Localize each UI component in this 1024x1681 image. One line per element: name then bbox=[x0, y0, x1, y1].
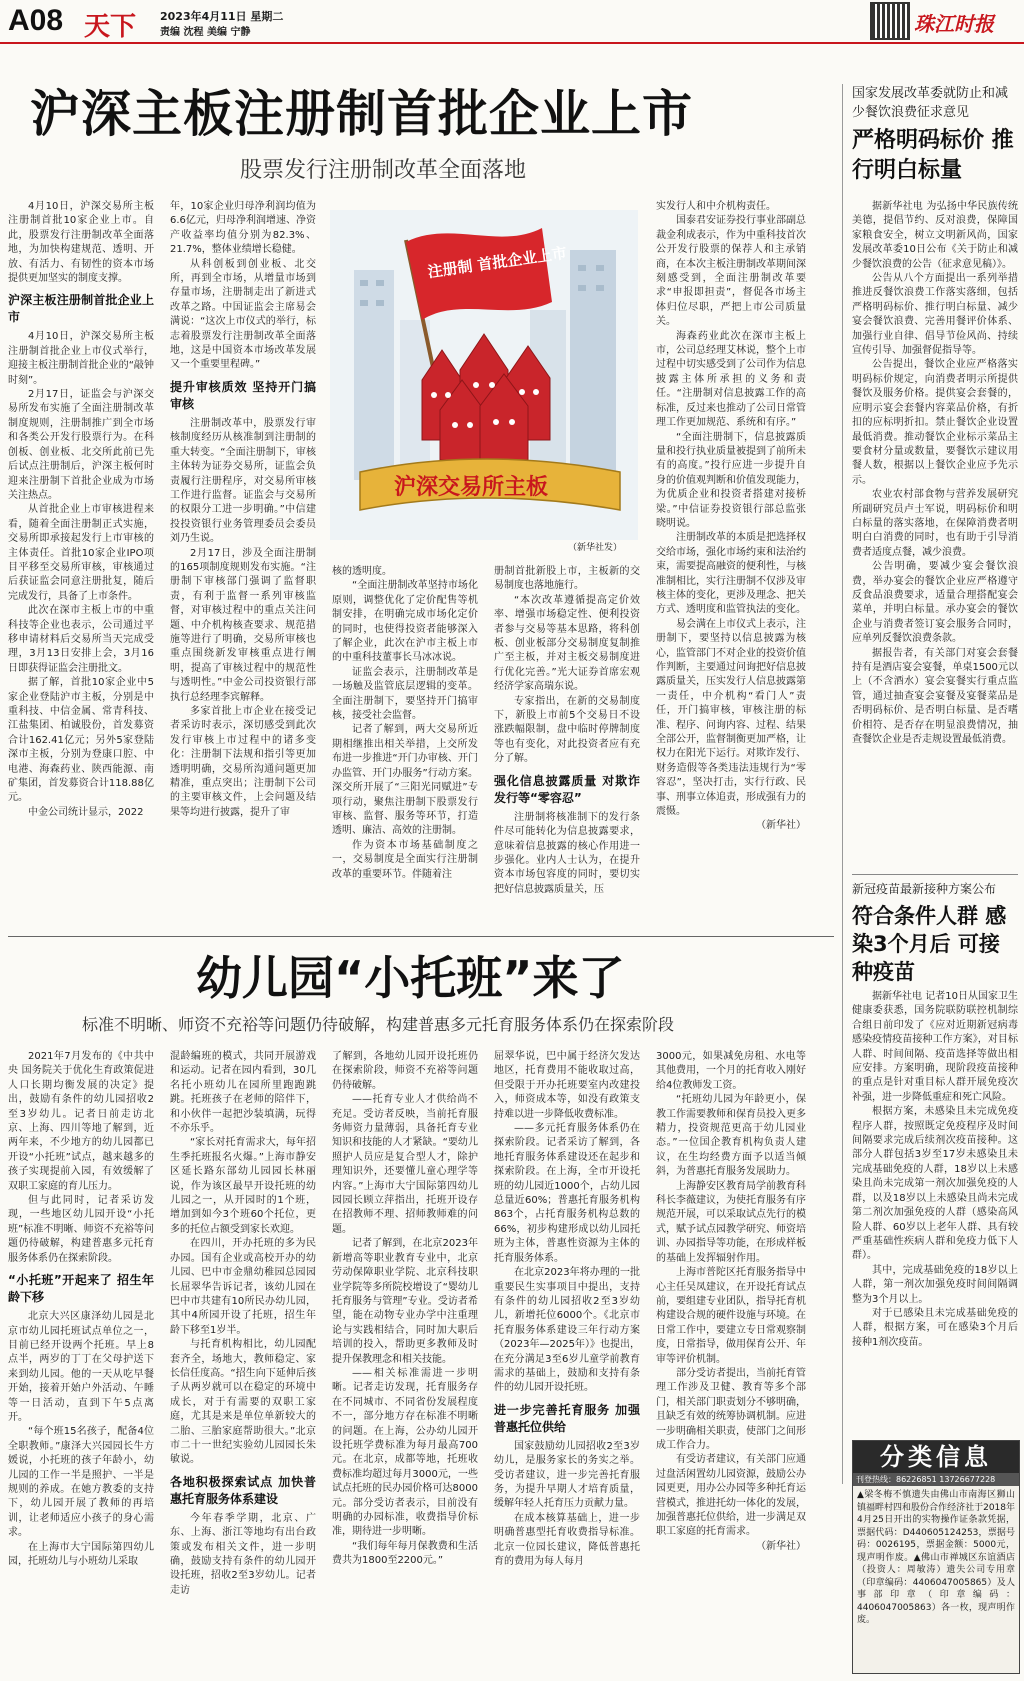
paragraph: 了解到，各地幼儿园开设托班仍在探索阶段，师资不充裕等问题仍待破解。 bbox=[332, 1051, 478, 1091]
paragraph: 上海市普陀区托育服务指导中心主任吴凤建议，在开设托育试点前，要组建专业团队，指导托育机构建设合规的硬件设施与环境。在日常工作中，要建立专日常观察制度，日常指导，做用保育公开、年审等评价机制。 bbox=[656, 1267, 806, 1365]
paragraph: 公告从八个方面提出一系列举措推进反餐饮浪费工作落实落细，包括严格明码标价、推行明白标量、减少宴会餐饮浪费、完善用餐评价体系、加强行业自律、倡导节俭风尚、持续宣传引导、加强督促指导等。 bbox=[852, 273, 1018, 357]
paragraph: 专家指出，在新的交易制度下，新股上市前5个交易日不设涨跌幅限制，盘中临时停牌制度等也有变化，对此投资者应有充分了解。 bbox=[494, 695, 640, 765]
paragraph: 在成本核算基础上，进一步明确普惠型托育收费指导标准。北京一位园长建议，降低普惠托育的费用为每人每月 bbox=[494, 1512, 640, 1567]
paragraph: 据新华社电 记者10日从国家卫生健康委获悉，国务院联防联控机制综合组日前印发了《应对近期新冠病毒感染疫情疫苗接种工作方案》，对目标人群、时间间隔、疫苗选择等做出相应安排。方案明确，现阶段疫苗接种的重点是针对重目标人群开展免疫次补强，进一步降低重症和死亡风险。 bbox=[852, 991, 1018, 1103]
credit: （新华社） bbox=[756, 820, 806, 832]
subheading: 各地积极探索试点 加快普惠托育服务体系建设 bbox=[170, 1474, 316, 1506]
story2-column-2 bbox=[170, 1050, 316, 1676]
image-credit: （新华社发） bbox=[568, 543, 623, 553]
story1-column-3 bbox=[332, 565, 478, 930]
sidebar1-kicker: 国家发展改革委就防止和减少餐饮浪费征求意见 bbox=[852, 86, 1009, 120]
paragraph: 2月17日，涉及全面注册制的165项制度规则发布实施。“注册制下审核部门强调了监督职责，有利于监督一系列审核监督，对审核过程中的重点关注问题、中介机构核查要求、规范措施等进行了明确，交易所审核也重点围绕新发审核重点进行阐明，提高了审核过程中的规范性与透明性。”中金公司投资银行部执行总经理李宾解释。 bbox=[170, 547, 316, 703]
paragraph: 此次在深市主板上市的中重科技等企业也表示，公司通过平移申请材料后交易所当天完成受理，3月13日安排上会，3月16日即获得证监会注册批文。 bbox=[8, 605, 154, 674]
editors: 责编 沈程 美编 宁静 bbox=[160, 27, 251, 38]
paragraph: “每个班15名孩子，配备4位全职教师。”康泽大兴园园长牛方媛说，小托班的孩子年龄小，幼儿园的工作一半是照护、一半是规则的养成。在她方教委的支持下，幼儿园开展了教师的再培训，让老师适应小孩子的身心需求。 bbox=[8, 1426, 154, 1539]
paragraph: 年，10家企业归母净利润均值为6.6亿元，归母净利润增速、净资产收益率均值分别为82.3%、21.7%，整体业绩增长稳健。 bbox=[170, 201, 316, 256]
story1-column-2 bbox=[170, 200, 316, 930]
subheading: 沪深主板注册制首批企业上市 bbox=[8, 293, 154, 325]
paragraph: ——相关标准需进一步明晰。记者走访发现，托育服务存在不同城市、不同省份发展程度不一，部分地方存在标准不明晰的问题。在上海，公办幼儿园开设托班学费标准为每月最高700元。在北京，成都等地，托班收费标准均超过每月3000元，一些试点托班的民办园价格可达8000元。部分受访者表示，目前没有明确的办园标准，收费指导价标准，期待进一步明晰。 bbox=[332, 1367, 478, 1538]
paragraph: 册制首批新股上市，主板新的交易制度也落地施行。 bbox=[494, 566, 640, 592]
paragraph: 部分受访者提出，当前托育管理工作涉及卫健、教育等多个部门，相关部门职责划分不够明确，且缺乏有效的统筹协调机制。应进一步明确相关职责，使部门之间形成工作合力。 bbox=[656, 1367, 806, 1451]
sidebar1-body bbox=[852, 200, 1018, 850]
paragraph: 但与此同时，记者采访发现，一些地区幼儿园开设“小托班”标准不明晰、师资不充裕等问题仍待破解，构建普惠多元托育服务体系仍在探索阶段。 bbox=[8, 1195, 154, 1264]
subheading: 进一步完善托育服务 加强普惠托位供给 bbox=[494, 1402, 640, 1434]
paragraph: ——多元托育服务体系仍在探索阶段。记者采访了解到，各地托育服务体系建设还在起步和探索阶段。在上海，全市开设托班的幼儿园近1000个，占幼儿园总量近60%；普惠托育服务机构863个，占托育服务机构总数的66%，初步构建形成以幼儿园托班为主体，普惠性资源为主体的托育服务体系。 bbox=[494, 1123, 640, 1264]
paragraph: 注册制将核准制下的发行条件尽可能转化为信息披露要求，意味着信息披露的核心作用进一步强化。业内人士认为，在提升资本市场包容度的同时，要切实把好信息披露质量关，压 bbox=[494, 811, 640, 895]
paragraph: 核的透明度。 bbox=[332, 566, 392, 577]
paragraph: 4月10日，沪深交易所主板注册制首批10家企业上市。自此，股票发行注册制改革全面落地，为加快构建规范、透明、开放、有活力、有韧性的资本市场提供更加坚实的制度支撑。 bbox=[8, 201, 154, 285]
paragraph: 2021年7月发布的《中共中央 国务院关于优化生育政策促进人口长期均衡发展的决定》提出，鼓励有条件的幼儿园招收2至3岁幼儿。记者日前走访北京、上海、四川等地了解到，近两年来，不少地方的幼儿园都已开设“小托班”试点，越来越多的孩子实现提前入园，有效缓解了双职工家庭的育儿压力。 bbox=[8, 1051, 154, 1192]
paragraph: “我们每年每月保教费和生活费共为1800至2200元。” bbox=[332, 1540, 478, 1567]
story1-column-1 bbox=[8, 200, 154, 930]
issue-date: 2023年4月11日 星期二 bbox=[160, 10, 284, 23]
subheading: “小托班”开起来了 招生年龄下移 bbox=[8, 1273, 154, 1305]
paragraph: 作为资本市场基础制度之一，交易制度是全面实行注册制改革的重要环节。伴随着注 bbox=[332, 839, 478, 880]
paragraph: 有受访者建议，有关部门应通过盘活闲置幼儿园资源，鼓励公办园更更，用办公办园等多种托育运营模式，推进托幼一体化的发展，加强普惠托位供给，进一步满足双职工家庭的托育需求。 bbox=[656, 1454, 806, 1538]
paragraph: 对于已感染且未完成基础免疫的人群，根据方案，可在感染3个月后接种1剂次疫苗。 bbox=[852, 1307, 1018, 1348]
story1-illustration bbox=[330, 210, 638, 540]
credit: （新华社） bbox=[756, 1540, 806, 1552]
paragraph: “家长对托育需求大，每年招生季托班报名火爆。”上海市静安区延长路东部幼儿园园长林丽说，作为该区最早开设托班的幼儿园之一，从开园时的1个班，增加到如今3个班60个托位，更多的托位占额受到家长欢迎。 bbox=[170, 1137, 316, 1235]
classifieds-header: 分类信息 bbox=[853, 1441, 1019, 1473]
paragraph: 根据方案，未感染且未完成免疫程序人群，按照既定免疫程序及时间间隔要求完成后续剂次疫苗接种。这部分人群包括3岁至17岁未感染且未完成基础免疫的人群，18岁以上未感染且尚未完成第一剂次加强免疫的人群，以及18岁以上未感染且尚未完成第二剂次加强免疫的人群（感染高风险人群、60岁以上老年人群、具有较严重基础性疾病人群和免疫力低下人群）。 bbox=[852, 1106, 1018, 1262]
subheading: 强化信息披露质量 对欺诈发行等“零容忍” bbox=[494, 773, 640, 805]
paragraph: 农业农村部食物与营养发展研究所副研究员卢士军说，明码标价和明白标量的落实落地，在保障消费者明明白白消费的同时，也有助于引导消费者适度点餐，减少浪费。 bbox=[852, 489, 1018, 558]
paragraph: 证监会表示，注册制改革是一场触及监管底层逻辑的变革。全面注册制下，要坚持开门搞审核，接受社会监督。 bbox=[332, 666, 478, 722]
paragraph: 3000元，如果减免房租、水电等其他费用，一个月的托育收入刚好给4位教师发工资。 bbox=[656, 1051, 806, 1091]
story1-headline: 沪深主板注册制首批企业上市 bbox=[30, 85, 693, 143]
sidebar2-body bbox=[852, 990, 1018, 1430]
paragraph: 其中，完成基础免疫的18岁以上人群，第一剂次加强免疫时间间隔调整为3个月以上。 bbox=[852, 1264, 1018, 1305]
paragraph: 国泰君安证券投行事业部副总裁金利成表示，作为中重科技首次公开发行股票的保荐人和主承销商，在本次主板注册制改革期间深刻感受到，全面注册制改革要求“申报即担责”，督促各市场主体归位尽职，严把上市公司质量关。 bbox=[656, 215, 806, 328]
sidebar-separator bbox=[852, 874, 1018, 875]
sidebar-divider bbox=[842, 84, 843, 1484]
story1-column-5 bbox=[656, 200, 806, 930]
paragraph: 据了解，首批10家企业中5家企业登陆沪市主板，分别是中重科技、中信金属、常青科技、江盐集团、柏诚股份，首发募资合计162.41亿元；另外5家登陆深市主板，分别为登康口腔、中电港、海森药业、陕西能源、南矿集团，首发募资合计118.88亿元。 bbox=[8, 677, 154, 804]
sidebar2-headline: 符合条件人群 感染3个月后 可接种疫苗 bbox=[852, 904, 1007, 984]
sidebar2 bbox=[852, 880, 1018, 990]
paragraph: 公告明确，要减少宴会餐饮浪费，举办宴会的餐饮企业应严格遵守反食品浪费要求，适量合理搭配宴会菜单，并明白标量。承办宴会的餐饮企业与消费者签订宴会服务合同时，应单列反餐饮浪费条款。 bbox=[852, 561, 1018, 645]
story2-column-5 bbox=[656, 1050, 806, 1676]
paragraph: “全面注册制改革坚持市场化原则，调整优化了定价配售等机制安排，在明确完成市场化定价的同时，也使得投资者能够深入了解企业，此次在沪市主板上市的中重科技董事长马冰冰说。 bbox=[332, 580, 478, 664]
section-name: 天下 bbox=[84, 12, 137, 42]
paragraph: 记者了解到，在北京2023年新增高等职业教育专业中，北京劳动保障职业学院、北京科技职业学院等多所院校增设了“婴幼儿托育服务与管理”专业。受访者希望，能在动物专业办学中注重理论与实践相结合，同时加大职后培训的投入，帮助更多教师及时提升保教理念和相关技能。 bbox=[332, 1238, 478, 1365]
paragraph: 实发行人和中介机构责任。 bbox=[656, 201, 776, 212]
paragraph: 海森药业此次在深市主板上市，公司总经理艾林说，整个上市过程中切实感受到了公司作为信息披露主体所承担的义务和责任。“注册制对信息披露工作的高标准，反过来也推动了公司日常管理工作更加规范、系统和有序。” bbox=[656, 330, 806, 429]
paragraph: 在四川，开办托班的多为民办园。国有企业或高校开办的幼儿园、巴中市金鼎幼稚园总园园长屈翠华告诉记者，该幼儿园在巴中市共建有10所民办幼儿园，其中4所园开设了托班，招生年龄下移至1岁半。 bbox=[170, 1238, 316, 1336]
paragraph: 注册制改革中，股票发行审核制度经历从核准制到注册制的重大转变。“全面注册制下，审核主体转为证券交易所，证监会负责履行注册程序，对交易所审核工作进行监督。证监会与交易所的权限分工进一步明确。”中信建投投资银行业务管理委员会委员刘乃生说。 bbox=[170, 417, 316, 545]
image-sign-text: 沪深交易所主板 bbox=[394, 475, 549, 500]
paragraph: ——托育专业人才供给尚不充足。受访者反映，当前托育服务师资力量薄弱，具备托育专业知识和技能的人才紧缺。“要幼儿照护人员应是复合型人才，除护理知识外，还要懂儿童心理学等内容。”上海市大宁国际第四幼儿园园长顾立萍指出，托班开设存在招教师不理、招师教师难的问题。 bbox=[332, 1094, 478, 1235]
paragraph: 国家鼓励幼儿园招收2至3岁幼儿，是服务家长的务实之举。受访者建议，进一步完善托育服务，为提升早期人才培育质量，缓解年轻人托育压力贡献力量。 bbox=[494, 1440, 640, 1510]
sidebar1 bbox=[852, 84, 1018, 192]
paragraph: 公告提出，餐饮企业应严格落实明码标价规定，向消费者明示所提供餐饮及服务价格。提供宴会套餐的，应明示宴会套餐内容菜品价格，有折扣的应标明折扣。禁止餐饮企业设置最低消费。推动餐饮企业标示菜品主要食材分量或数量，要餐饮示建议用餐人数，根据以上餐饮企业应予先示示。 bbox=[852, 359, 1018, 486]
paragraph: “本次改革遵循提高定价效率、增强市场稳定性、便利投资者参与交易等基本思路，将科创板、创业板部分交易制度复制推广至主板，并对主板交易制度进行优化完善。”光大证券首席宏观经济学家高瑞东说。 bbox=[494, 594, 640, 693]
paper-logo: 珠江时报 bbox=[914, 12, 994, 36]
paragraph: 据报告者，有关部门对宴会套餐持有是酒店宴会宴餐，单桌1500元以上（不含酒水）宴会宴餐实行重点监管，通过抽查宴会宴餐及宴餐菜品是否明码标价、是否明白标量、是否嗜价相符、是否存在明显浪费情况，抽查餐饮企业是否走规设置最低消费。 bbox=[852, 647, 1018, 746]
paragraph: 屈翠华说，巴中属于经济欠发达地区，托育费用不能收取过高，但受限于开办托班要室内改建投入，师资成本等，如没有政策支持难以进一步降低收费标准。 bbox=[494, 1051, 640, 1120]
story2-column-1 bbox=[8, 1050, 154, 1676]
paragraph: 易会满在上市仪式上表示，注册制下，要坚持以信息披露为核心，监管部门不对企业的投资价值作判断，主要通过问询把好信息披露质量关，压实发行人信息披露第一责任，中介机构“看门人”责任，开门搞审核，审核注册的标准、程序、问询内容、过程、结果全部公开，监督制衡更加严格，让权力在阳光下运行。对欺诈发行、财务造假等各类违法违规行为“零容忍”，坚决打击，实行行政、民事、刑事立体追责，形成强有力的震慑。 bbox=[656, 618, 806, 818]
paragraph: 北京大兴区康泽幼儿园是北京市幼儿园托班试点单位之一，目前已经开设两个托班。早上8点半，两岁的丁丁在父母护送下来到幼儿园。他的一天从吃早餐开始，接着开始户外活动、午睡等一日活动，直到下午5点离开。 bbox=[8, 1311, 154, 1423]
story2-subheadline: 标准不明晰、师资不充裕等问题仍待破解，构建普惠多元托育服务体系仍在探索阶段 bbox=[82, 1015, 675, 1034]
page-number: A08 bbox=[8, 4, 64, 37]
image-banner-text: 注册制 首批企业上市 bbox=[426, 243, 568, 282]
header-rule bbox=[0, 42, 1024, 44]
paragraph: 上海静安区教育局学前教育科科长李薇建议，为使托育服务有序规范开展，可以采取试点先行的模式，赋予试点园教学研究、师资培训、办园指导等功能，在形成样板的基础上发挥辐射作用。 bbox=[656, 1180, 806, 1264]
stock-exchange-illustration bbox=[330, 210, 638, 540]
sidebar1-headline: 严格明码标价 推行明白标量 bbox=[852, 128, 1014, 183]
paragraph: 与托育机构相比，幼儿园配套齐全，场地大，教师稳定、家长信任度高。“招生向下延伸后孩子从两岁就可以在稳定的环境中成长，对于有需要的双职工家庭，尤其是来是单位单新较大的二胎、三胎家庭帮助很大。”北京市二十一世纪实验幼儿园园长朱敏说。 bbox=[170, 1339, 316, 1466]
qr-code bbox=[872, 4, 908, 38]
story2-column-3 bbox=[332, 1050, 478, 1676]
page-header bbox=[0, 0, 1024, 42]
paragraph: 在上海市大宁国际第四幼儿园，托班幼儿与小班幼儿采取 bbox=[8, 1541, 154, 1567]
paragraph: 记者了解到，两大交易所近期相继推出相关举措，上交所发布进一步推进“开门办审核、开门办监管、开门办服务”行动方案。深交所开展了“三阳光同赋进”专项行动，聚焦注册制下股票发行审核、监督、服务等环节，打造透明、廉洁、高效的注册制。 bbox=[332, 724, 478, 837]
story2-column-4 bbox=[494, 1050, 640, 1676]
sidebar2-kicker: 新冠疫苗最新接种方案公布 bbox=[852, 882, 997, 896]
paragraph: 据新华社电 为弘扬中华民族传统美德，提倡节约、反对浪费，保障国家粮食安全，树立文明新风尚，国家发展改革委10日公布《关于防止和减少餐饮浪费的公告（征求意见稿）》。 bbox=[852, 201, 1018, 270]
paragraph: 今年春季学期，北京、广东、上海、浙江等地均有出台政策或发布相关文件，进一步明确，鼓励支持有条件的幼儿园开设托班，招收2至3岁幼儿。记者走访 bbox=[170, 1512, 316, 1596]
paragraph: “托班幼儿园为年龄更小，保教工作需要教师和保育员投入更多精力，投资规范更高于幼儿园业态。”一位国企教育机构负责人建议，在生均经费方面予以适当倾斜，为普惠托育服务发展助力。 bbox=[656, 1094, 806, 1178]
classifieds-notice: ▲梁冬梅不慎遗失由佛山市南海区狮山镇福畔村四和股份合作经济社于2018年4月25日开出的实物操作证条款凭据，票据代码：D440605124253，票据号码：0026195，票据金额：5000元，现声明作废。▲佛山市禅城区东谊酒店（投资人：周敏涛）遗失公司专用章（印章编码：4406047005865）及人事部印章（印章编码：4406047005863）各一枚，现声明作废。 bbox=[857, 1490, 1015, 1625]
classifieds-hotline: 刊登热线：86226851 13726677228 bbox=[853, 1473, 1019, 1486]
subheading: 提升审核质效 坚持开门搞审核 bbox=[170, 379, 316, 411]
story1-subheadline: 股票发行注册制改革全面落地 bbox=[240, 158, 527, 183]
paragraph: 在北京2023年将办理的一批重要民生实事项目中提出，支持有条件的幼儿园招收2至3岁幼儿，新增托位6000个。《北京市托育服务体系建设三年行动方案（2023年—2025年）》也提出，在充分满足3至6岁儿童学前教育需求的基础上，鼓励和支持有条件的幼儿园开设托班。 bbox=[494, 1267, 640, 1394]
paragraph: 2月17日，证监会与沪深交易所发布实施了全面注册制改革制度规则，注册制推广到全市场和各类公开发行股票行为。在科创板、创业板、北交所此前已先后试点注册制后，沪深主板何时迎来注册制下首批企业成为市场关注热点。 bbox=[8, 389, 154, 501]
paragraph: “全面注册制下，信息披露质量和投行执业质量被提到了前所未有的高度。”投行应进一步提升自身的价值观判断和价值发现能力，为优质企业和投资者搭建对接桥梁。”中信证券投资银行部总监张晓明说。 bbox=[656, 431, 806, 529]
paragraph: 中金公司统计显示，2022 bbox=[28, 806, 144, 818]
paragraph: 注册制改革的本质是把选择权交给市场，强化市场约束和法治约束，需要提高融资的便利性，与核准制相比，实行注册制不仅涉及审核主体的变化，更涉及理念、把关方式、透明度和监管执法的变化。 bbox=[656, 532, 806, 616]
story1-column-4 bbox=[494, 565, 640, 930]
paragraph: 从首批企业上市审核进程来看，随着全面注册制正式实施，交易所即承接起发行上市审核的主体责任。首批10家企业IPO项目平移至交易所审核，审核通过后获证监会同意注册批复，随后完成发行，具备了上市条件。 bbox=[8, 504, 154, 602]
paragraph: 从科创板到创业板、北交所，再到全市场，从增量市场到存量市场，注册制走出了新进式改革之路。中国证监会主席易会满说：“这次上市仪式的举行，标志着股票发行注册制改革全面落地，这是中国资本市场改革发展又一个重要里程碑。” bbox=[170, 258, 316, 371]
paragraph: 4月10日，沪深交易所主板注册制首批企业上市仪式举行，迎接主板注册制首批企业的“敲钟时刻”。 bbox=[8, 331, 154, 386]
paragraph: 混龄编班的模式，共同开展游戏和运动。记者在园内看到，30几名托小班幼儿在园所里跑跑跳跳。托班孩子在老师的陪伴下，和小伙伴一起把沙装填满，玩得不亦乐乎。 bbox=[170, 1051, 316, 1135]
paragraph: 多家首批上市企业在接受记者采访时表示，深切感受到此次发行审核上市过程中的诸多变化：注册制下法规和指引等更加透明明确，交易所沟通问题更加精准，重点突出；注册制下公司的主要审核文件，上会问题及结果等均进行披露，提升了审 bbox=[170, 706, 316, 818]
story2-headline: 幼儿园“小托班”来了 bbox=[196, 951, 625, 1005]
story-separator bbox=[8, 936, 834, 937]
classifieds-box bbox=[852, 1440, 1020, 1674]
